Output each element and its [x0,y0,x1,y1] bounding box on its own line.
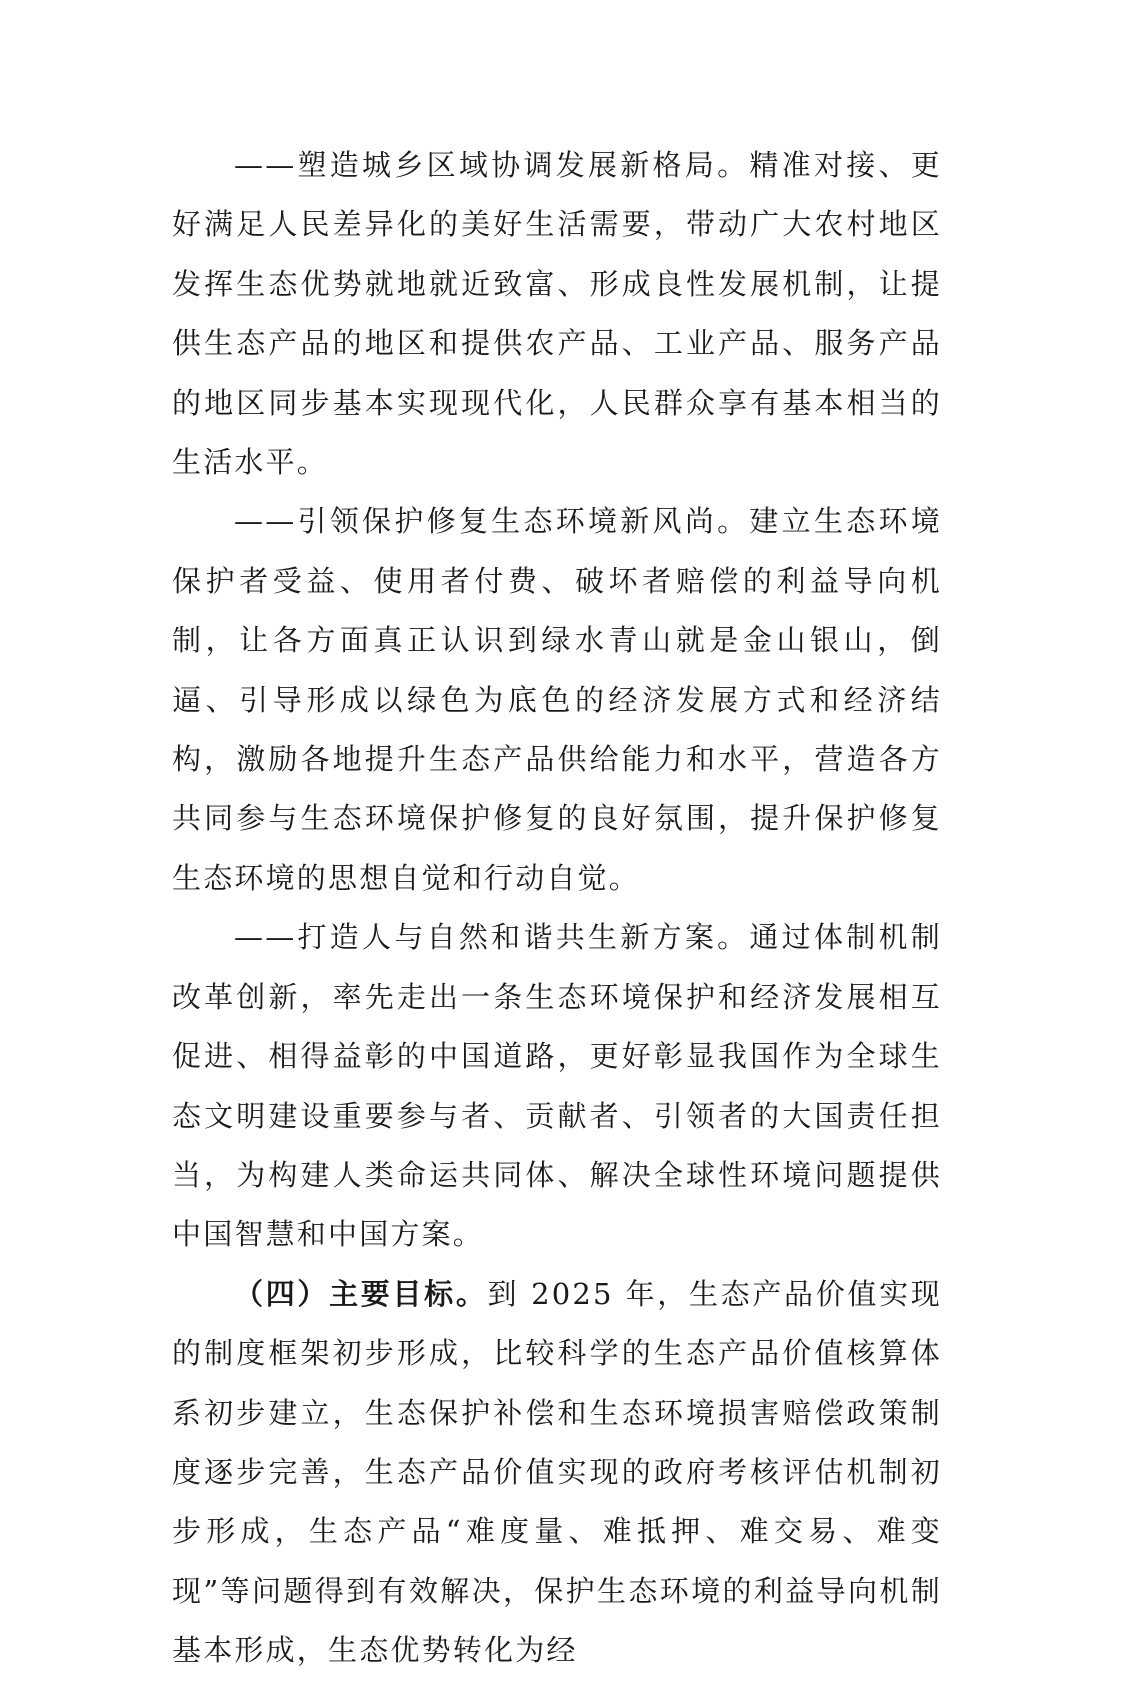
paragraph-main-goals [172,1265,942,1681]
main-goals-heading: （四）主要目标。 [234,1276,488,1311]
body-text [172,136,942,1681]
paragraph-eco-protection: ——引领保护修复生态环境新风尚。建立生态环境保护者受益、使用者付费、破坏者赔偿的利益导向机制，让各方面真正认识到绿水青山就是金山银山，倒逼、引导形成以绿色为底色的经济发展方式和经济结构，激励各地提升生态产品供给能力和水平，营造各方共同参与生态环境保护修复的良好氛围，提升保护修复生态环境的思想自觉和行动自觉。 [172,504,942,895]
paragraph-harmony: ——打造人与自然和谐共生新方案。通过体制机制改革创新，率先走出一条生态环境保护和经济发展相互促进、相得益彰的中国道路，更好彰显我国作为全球生态文明建设重要参与者、贡献者、引领者的大国责任担当，为构建人类命运共同体、解决全球性环境问题提供中国智慧和中国方案。 [172,920,942,1252]
main-goals-text: 到 2025 年，生态产品价值实现的制度框架初步形成，比较科学的生态产品价值核算体系初步建立，生态保护补偿和生态环境损害赔偿政策制度逐步完善，生态产品价值实现的政府考核评估机制初步形成，生态产品“难度量、难抵押、难交易、难变现”等问题得到有效解决，保护生态环境的利益导向机制基本形成，生态优势转化为经 [172,1276,943,1668]
paragraph-urban-rural: ——塑造城乡区域协调发展新格局。精准对接、更好满足人民差异化的美好生活需要，带动广大农村地区发挥生态优势就地就近致富、形成良性发展机制，让提供生态产品的地区和提供农产品、工业产品、服务产品的地区同步基本实现现代化，人民群众享有基本相当的生活水平。 [172,148,942,480]
